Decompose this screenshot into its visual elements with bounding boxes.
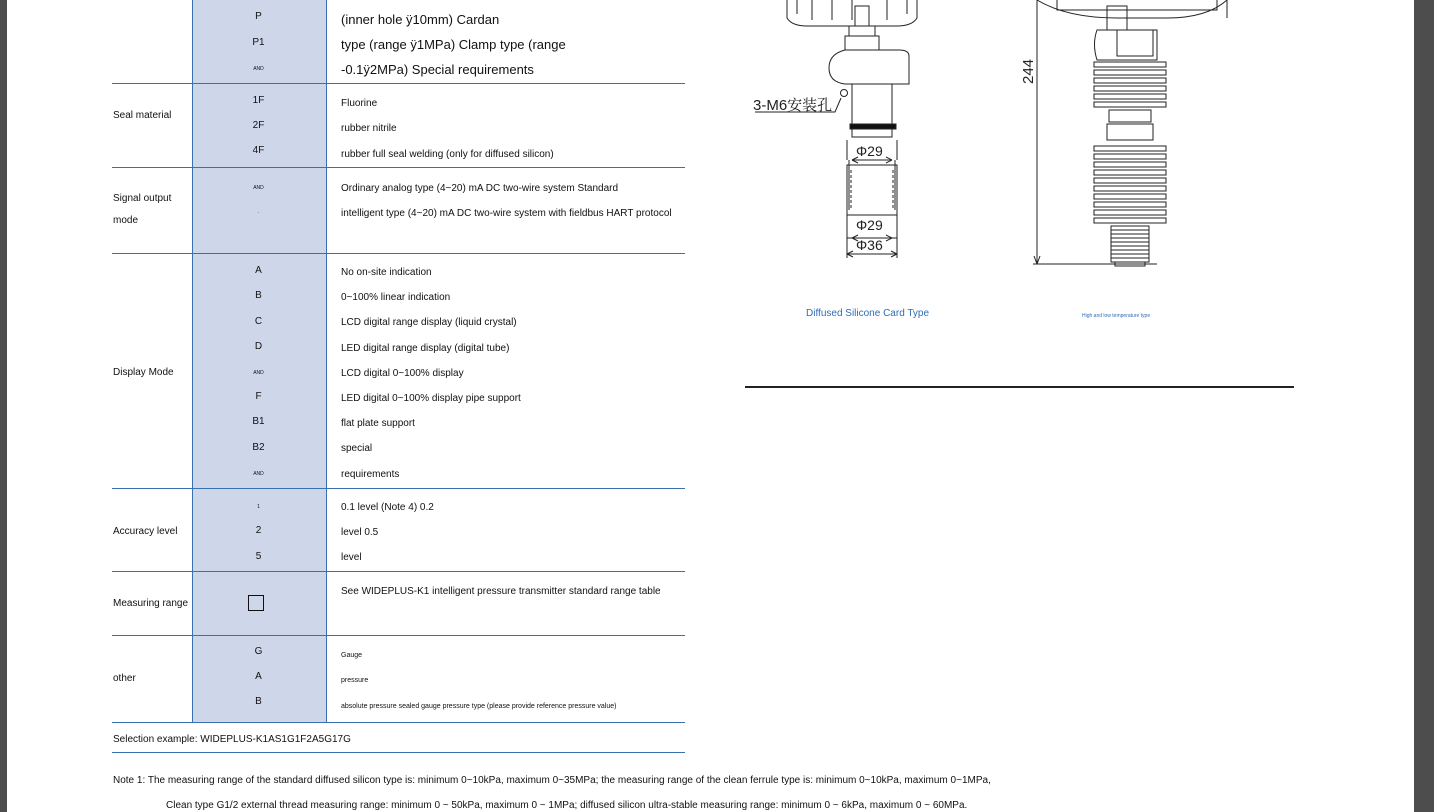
caption-high-low-temp: High and low temperature type [1082, 313, 1151, 319]
option-code: 5 [255, 551, 262, 562]
range-placeholder-box [248, 595, 264, 611]
option-code: B [255, 290, 262, 301]
option-description: type (range ÿ1MPa) Clamp type (range [341, 37, 566, 52]
high-low-temp-drawing [1033, 0, 1227, 266]
option-code: 2F [252, 120, 265, 131]
option-code: AND [253, 471, 264, 477]
row-divider [112, 571, 685, 572]
mount-hole-label: 3-M6安装孔 [753, 97, 833, 114]
row-divider [112, 83, 685, 84]
dim-29-upper: Φ29 [856, 143, 883, 159]
dim-244: 244 [1020, 58, 1037, 84]
option-description: (inner hole ÿ10mm) Cardan [341, 12, 500, 27]
row-divider [112, 488, 685, 489]
option-description: rubber nitrile [341, 123, 397, 134]
option-description: LCD digital 0~100% display [341, 368, 464, 379]
row-divider [112, 167, 685, 168]
dim-36: Φ36 [856, 237, 883, 253]
row-divider [112, 722, 685, 723]
option-description: intelligent type (4~20) mA DC two-wire system with fieldbus HART protocol [341, 208, 672, 219]
option-code: P1 [252, 37, 265, 48]
option-description: flat plate support [341, 418, 415, 429]
option-description: No on-site indication [341, 267, 432, 278]
option-description: See WIDEPLUS-K1 intelligent pressure transmitter standard range table [341, 586, 661, 597]
section-divider [745, 386, 1294, 388]
option-description: level [341, 552, 362, 563]
option-code: B2 [252, 442, 265, 453]
option-code: · [257, 210, 260, 216]
category-label: Measuring range [113, 598, 189, 609]
row-divider [112, 635, 685, 636]
category-label: other [113, 673, 136, 684]
option-description: Fluorine [341, 98, 378, 109]
option-code: 2 [255, 525, 262, 536]
option-description: LED digital 0~100% display pipe support [341, 393, 521, 404]
code-column [192, 0, 327, 723]
option-description: level 0.5 [341, 527, 379, 538]
note-1: Note 1: The measuring range of the standard diffused silicon type is: minimum 0~10kPa, maximum 0~35MPa; the measuring range of the clean ferrule type is: minimum 0~10kPa, maximum 0~1MPa, [113, 775, 991, 786]
option-description: 0.1 level (Note 4) 0.2 [341, 502, 434, 513]
option-code: D [254, 341, 263, 352]
option-code: 4F [252, 145, 265, 156]
category-label: Accuracy level [113, 526, 178, 537]
row-divider [112, 752, 685, 753]
category-label: Signal output [113, 193, 172, 204]
document-page [7, 0, 1414, 812]
category-label: Display Mode [113, 367, 174, 378]
option-code: C [254, 316, 263, 327]
option-description: special [341, 443, 373, 454]
option-code: AND [253, 185, 264, 191]
option-code: AND [253, 66, 264, 72]
option-description: LCD digital range display (liquid crystal) [341, 317, 517, 328]
row-divider [112, 253, 685, 254]
option-description: 0~100% linear indication [341, 292, 451, 303]
option-code: A [255, 671, 262, 682]
option-code: P [255, 11, 262, 22]
option-code: AND [253, 370, 264, 376]
option-code: 1 [257, 504, 260, 510]
category-label: mode [113, 215, 139, 226]
option-code: A [255, 265, 262, 276]
dimension-drawing [737, 0, 1337, 280]
dim-29-lower: Φ29 [856, 217, 883, 233]
option-description: requirements [341, 469, 400, 480]
option-description: absolute pressure sealed gauge pressure type (please provide reference pressure value) [341, 703, 617, 710]
option-code: F [255, 391, 262, 402]
option-description: LED digital range display (digital tube) [341, 343, 510, 354]
option-code: B1 [252, 416, 265, 427]
caption-card-type: Diffused Silicone Card Type [806, 308, 930, 319]
option-description: Ordinary analog type (4~20) mA DC two-wire system Standard [341, 183, 619, 194]
option-description: pressure [341, 677, 369, 684]
card-type-drawing [755, 0, 917, 258]
selection-example: Selection example: WIDEPLUS-K1AS1G1F2A5G17G [113, 734, 351, 745]
fin-stack-lower [1094, 146, 1166, 223]
option-code: 1F [252, 95, 265, 106]
option-description: rubber full seal welding (only for diffused silicon) [341, 149, 554, 160]
category-label: Seal material [113, 110, 172, 121]
option-code: B [255, 696, 262, 707]
option-code: G [254, 646, 263, 657]
note-1-continued: Clean type G1/2 external thread measuring range: minimum 0 ~ 50kPa, maximum 0 ~ 1MPa; diffused silicon ultra-stable measuring range: minimum 0 ~ 6kPa, maximum 0 ~ 60MPa. [166, 800, 968, 811]
fin-stack-upper [1094, 62, 1166, 107]
option-description: Gauge [341, 652, 363, 659]
option-description: -0.1ÿ2MPa) Special requirements [341, 62, 534, 77]
